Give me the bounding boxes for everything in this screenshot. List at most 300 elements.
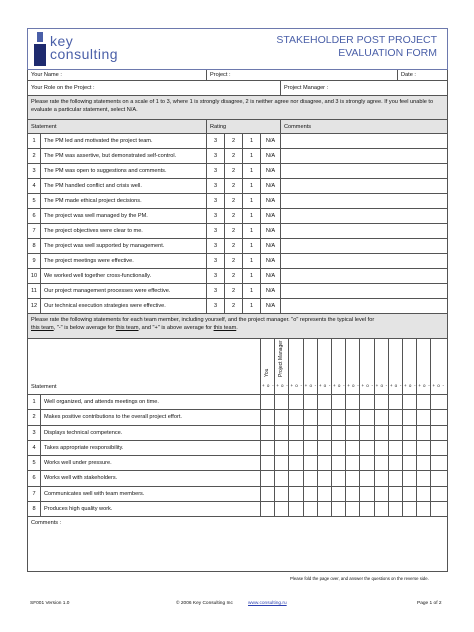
row-number: 6 xyxy=(32,213,36,219)
member-rating-cell[interactable] xyxy=(430,410,445,424)
rating-symbols xyxy=(332,383,346,391)
rating-option[interactable]: 2 xyxy=(224,284,242,298)
row-number: 8 xyxy=(32,243,36,249)
rating-option[interactable]: 3 xyxy=(206,209,224,223)
rating-option[interactable]: 2 xyxy=(224,239,242,253)
member-rating-cell[interactable] xyxy=(288,471,303,485)
rating-symbol[interactable]: + xyxy=(276,383,279,388)
member-rating-cell[interactable] xyxy=(317,456,332,470)
team-rating-row xyxy=(27,471,448,486)
member-rating-cell[interactable] xyxy=(274,410,289,424)
member-rating-cell[interactable] xyxy=(416,471,431,485)
row-number: 5 xyxy=(32,198,36,204)
rating-symbol[interactable]: - xyxy=(428,383,430,388)
member-rating-cell[interactable] xyxy=(388,456,403,470)
statement-column-header: Statement xyxy=(31,123,57,130)
rating-symbol[interactable]: o xyxy=(366,383,369,388)
row-number: 5 xyxy=(32,460,36,467)
member-rating-cell[interactable] xyxy=(303,471,318,485)
member-rating-cell[interactable] xyxy=(274,395,289,409)
member-rating-cell[interactable] xyxy=(260,395,275,409)
rating-symbol[interactable]: o xyxy=(309,383,312,388)
member-rating-cell[interactable] xyxy=(303,487,318,501)
rating-symbol[interactable]: + xyxy=(389,383,393,388)
row-number: 12 xyxy=(30,303,38,309)
member-rating-cell[interactable] xyxy=(288,487,303,501)
statement-text: The PM led and motivated the project team. xyxy=(40,134,206,148)
team-rating-row xyxy=(27,441,448,456)
rating-option[interactable]: 3 xyxy=(206,194,224,208)
footer-page-number: Page 1 of 2 xyxy=(417,601,442,606)
member-rating-cell[interactable] xyxy=(288,441,303,455)
statement-text: The project objectives were clear to me. xyxy=(40,224,206,238)
member-column xyxy=(274,339,289,394)
rating-symbol[interactable]: o xyxy=(423,383,426,388)
member-rating-cell[interactable] xyxy=(274,471,289,485)
rating-symbol[interactable]: + xyxy=(333,383,336,388)
member-rating-cell[interactable] xyxy=(416,441,431,455)
member-rating-cell[interactable] xyxy=(345,426,360,440)
member-rating-cell[interactable] xyxy=(260,456,275,470)
row-number: 3 xyxy=(32,429,36,436)
rating-row xyxy=(27,269,448,284)
comment-field[interactable] xyxy=(280,299,447,313)
your-name-field[interactable]: Your Name : xyxy=(31,72,62,78)
team-statement-text: Communicates well with team members. xyxy=(40,487,260,501)
comment-field[interactable] xyxy=(280,269,447,283)
member-rating-cell[interactable] xyxy=(430,471,445,485)
rating-symbols xyxy=(431,383,445,391)
member-rating-cell[interactable] xyxy=(331,395,346,409)
rating-option[interactable]: N/A xyxy=(260,194,280,208)
rating-option[interactable]: 2 xyxy=(224,209,242,223)
member-rating-cell[interactable] xyxy=(303,456,318,470)
statement-text: The PM was assertive, but demonstrated self-control. xyxy=(40,149,206,163)
member-rating-cell[interactable] xyxy=(374,395,389,409)
member-rating-cell[interactable] xyxy=(260,502,275,516)
section1-instructions: Please rate the following statements on a scale of 1 to 3, where 1 is strongly disagree, 2 is neither agree nor disagree, and 3 is strongly agree. If you feel unable to evaluate a particular statement, select N/A. xyxy=(27,96,448,120)
rating-row xyxy=(27,299,448,314)
member-rating-cell[interactable] xyxy=(388,426,403,440)
member-rating-cell[interactable] xyxy=(288,410,303,424)
member-rating-cell[interactable] xyxy=(274,502,289,516)
member-rating-cell[interactable] xyxy=(374,487,389,501)
member-rating-cell[interactable] xyxy=(402,487,417,501)
member-rating-cell[interactable] xyxy=(260,441,275,455)
member-rating-cell[interactable] xyxy=(260,410,275,424)
member-rating-cell[interactable] xyxy=(374,441,389,455)
rating-option[interactable]: 1 xyxy=(242,194,260,208)
member-rating-cell[interactable] xyxy=(345,410,360,424)
rating-option[interactable]: 1 xyxy=(242,164,260,178)
rating-option[interactable]: N/A xyxy=(260,269,280,283)
member-label: Project Manager xyxy=(278,340,285,377)
project-field[interactable]: Project : xyxy=(206,70,397,80)
team-statement-text: Works well under pressure. xyxy=(40,456,260,470)
rating-symbols xyxy=(389,383,403,391)
rating-option[interactable]: 2 xyxy=(224,179,242,193)
member-rating-cell[interactable] xyxy=(288,456,303,470)
member-rating-cell[interactable] xyxy=(374,471,389,485)
member-rating-cell[interactable] xyxy=(288,502,303,516)
member-rating-cell[interactable] xyxy=(416,395,431,409)
member-label: You xyxy=(264,368,270,377)
member-rating-cell[interactable] xyxy=(303,441,318,455)
member-rating-cell[interactable] xyxy=(317,487,332,501)
rating-option[interactable]: N/A xyxy=(260,299,280,313)
footer-copyright: © 2006 Key Consulting Inc xyxy=(176,601,233,606)
member-rating-cell[interactable] xyxy=(374,502,389,516)
member-rating-cell[interactable] xyxy=(430,426,445,440)
member-rating-cell[interactable] xyxy=(317,395,332,409)
comment-field[interactable] xyxy=(280,149,447,163)
rating-symbol[interactable]: - xyxy=(399,383,402,388)
rating-option[interactable]: 2 xyxy=(224,164,242,178)
rating-option[interactable]: N/A xyxy=(260,164,280,178)
rating-option[interactable]: 2 xyxy=(224,149,242,163)
rating-row xyxy=(27,149,448,164)
statement-text: Our project management processes were effective. xyxy=(40,284,206,298)
rating-option[interactable]: 3 xyxy=(206,149,224,163)
member-rating-cell[interactable] xyxy=(260,471,275,485)
rating-symbol[interactable]: - xyxy=(328,383,331,388)
member-rating-cell[interactable] xyxy=(345,456,360,470)
member-rating-cell[interactable] xyxy=(331,487,346,501)
project-manager-field[interactable]: Project Manager : xyxy=(280,81,447,95)
team-statement-text: Takes appropriate responsibility. xyxy=(40,441,260,455)
date-field[interactable]: Date : xyxy=(397,70,447,80)
rating-symbol[interactable]: - xyxy=(442,383,444,388)
member-rating-cell[interactable] xyxy=(359,487,374,501)
member-rating-cell[interactable] xyxy=(388,410,403,424)
rating-option[interactable]: 3 xyxy=(206,164,224,178)
form-title xyxy=(187,34,437,60)
team-statement-text: Makes positive contributions to the overall project effort. xyxy=(40,410,260,424)
rating-symbol[interactable]: + xyxy=(361,383,365,388)
rating-option[interactable]: N/A xyxy=(260,284,280,298)
rating-column-header: Rating xyxy=(206,120,280,133)
member-rating-cell[interactable] xyxy=(416,456,431,470)
rating-symbols xyxy=(275,383,289,391)
member-rating-cell[interactable] xyxy=(388,471,403,485)
member-rating-cell[interactable] xyxy=(388,441,403,455)
rating-symbol[interactable]: o xyxy=(295,383,298,388)
member-column xyxy=(374,339,389,394)
company-logo xyxy=(28,29,148,69)
member-rating-cell[interactable] xyxy=(317,410,332,424)
member-rating-cell[interactable] xyxy=(274,487,289,501)
row-number: 10 xyxy=(30,273,38,279)
statement-text: The PM was open to suggestions and comments. xyxy=(40,164,206,178)
member-rating-cell[interactable] xyxy=(388,502,403,516)
rating-symbols xyxy=(360,383,374,391)
rating-option[interactable]: 1 xyxy=(242,224,260,238)
statement-text: The project was well supported by management. xyxy=(40,239,206,253)
member-rating-cell[interactable] xyxy=(416,502,431,516)
member-rating-cell[interactable] xyxy=(430,502,445,516)
rating-symbol[interactable]: + xyxy=(290,383,294,388)
member-rating-cell[interactable] xyxy=(260,487,275,501)
row-number: 2 xyxy=(32,414,36,421)
rating-symbols xyxy=(261,383,275,391)
team-rating-row xyxy=(27,456,448,471)
member-rating-cell[interactable] xyxy=(374,456,389,470)
rating-symbol[interactable]: + xyxy=(418,383,421,388)
comment-field[interactable] xyxy=(280,164,447,178)
rating-row xyxy=(27,284,448,299)
member-rating-cell[interactable] xyxy=(416,410,431,424)
rating-symbols xyxy=(304,383,318,391)
role-field[interactable]: Your Role on the Project : xyxy=(31,85,95,91)
member-rating-cell[interactable] xyxy=(288,426,303,440)
comment-field[interactable] xyxy=(280,284,447,298)
rating-option[interactable]: 1 xyxy=(242,284,260,298)
member-rating-cell[interactable] xyxy=(345,471,360,485)
rating-option[interactable]: 2 xyxy=(224,254,242,268)
title-line-2: EVALUATION FORM xyxy=(338,47,437,59)
member-rating-cell[interactable] xyxy=(303,395,318,409)
member-rating-cell[interactable] xyxy=(274,441,289,455)
member-rating-cell[interactable] xyxy=(359,502,374,516)
rating-option[interactable]: 1 xyxy=(242,239,260,253)
member-column xyxy=(288,339,303,394)
logo-line-1: key xyxy=(50,33,74,49)
rating-option[interactable]: N/A xyxy=(260,224,280,238)
rating-symbol[interactable]: o xyxy=(380,383,383,388)
rating-symbol[interactable]: o xyxy=(437,383,440,388)
section2-header-row xyxy=(27,339,448,395)
member-rating-cell[interactable] xyxy=(388,487,403,501)
comment-field[interactable] xyxy=(280,239,447,253)
statement-text: The project was well managed by the PM. xyxy=(40,209,206,223)
member-rating-cell[interactable] xyxy=(430,487,445,501)
rating-symbol[interactable]: - xyxy=(343,383,345,388)
rating-option[interactable]: 1 xyxy=(242,209,260,223)
member-rating-cell[interactable] xyxy=(331,410,346,424)
rating-symbols xyxy=(417,383,431,391)
comment-field[interactable] xyxy=(280,224,447,238)
rating-option[interactable]: N/A xyxy=(260,254,280,268)
rating-symbol[interactable]: o xyxy=(266,383,270,388)
rating-option[interactable]: 2 xyxy=(224,299,242,313)
comment-field[interactable] xyxy=(280,209,447,223)
row-number: 8 xyxy=(32,505,36,512)
rating-symbol[interactable]: - xyxy=(314,383,317,388)
rating-symbol[interactable]: - xyxy=(286,383,288,388)
footer-version: SF001 Version 1.0 xyxy=(30,601,70,606)
member-rating-cell[interactable] xyxy=(402,502,417,516)
member-rating-cell[interactable] xyxy=(374,426,389,440)
member-rating-cell[interactable] xyxy=(345,502,360,516)
rating-option[interactable]: N/A xyxy=(260,209,280,223)
row-number: 7 xyxy=(32,228,36,234)
member-rating-cell[interactable] xyxy=(402,426,417,440)
rating-option[interactable]: 3 xyxy=(206,224,224,238)
member-rating-cell[interactable] xyxy=(345,441,360,455)
row-number: 2 xyxy=(32,153,36,159)
team-rating-row xyxy=(27,487,448,502)
rating-option[interactable]: 3 xyxy=(206,284,224,298)
member-rating-cell[interactable] xyxy=(359,456,374,470)
info-row-2 xyxy=(27,81,448,96)
member-column xyxy=(303,339,318,394)
rating-symbol[interactable]: o xyxy=(337,383,341,388)
member-rating-cell[interactable] xyxy=(260,426,275,440)
member-rating-cell[interactable] xyxy=(331,471,346,485)
rating-option[interactable]: 1 xyxy=(242,149,260,163)
comment-field[interactable] xyxy=(280,254,447,268)
member-rating-cell[interactable] xyxy=(402,441,417,455)
logo-mark-icon xyxy=(30,29,52,69)
member-rating-cell[interactable] xyxy=(303,426,318,440)
member-column xyxy=(430,339,445,394)
rating-row xyxy=(27,224,448,239)
member-rating-cell[interactable] xyxy=(359,471,374,485)
team-statement-header: Statement xyxy=(31,384,57,390)
rating-symbol[interactable]: + xyxy=(404,383,407,388)
info-row-1 xyxy=(27,70,448,81)
statement-text: Our technical execution strategies were effective. xyxy=(40,299,206,313)
member-rating-cell[interactable] xyxy=(345,395,360,409)
rating-option[interactable]: N/A xyxy=(260,239,280,253)
rating-option[interactable]: 2 xyxy=(224,194,242,208)
member-rating-cell[interactable] xyxy=(374,410,389,424)
rating-row xyxy=(27,164,448,179)
rating-symbol[interactable]: - xyxy=(300,383,302,388)
member-column xyxy=(331,339,346,394)
member-rating-cell[interactable] xyxy=(303,410,318,424)
row-number: 1 xyxy=(32,138,36,144)
rating-option[interactable]: N/A xyxy=(260,179,280,193)
rating-symbol[interactable]: o xyxy=(323,383,327,388)
member-rating-cell[interactable] xyxy=(317,502,332,516)
row-number: 6 xyxy=(32,475,36,482)
rating-option[interactable]: 2 xyxy=(224,134,242,148)
rating-symbol[interactable]: + xyxy=(318,383,322,388)
rating-row xyxy=(27,179,448,194)
rating-option[interactable]: 1 xyxy=(242,299,260,313)
rating-symbols xyxy=(318,383,332,391)
title-line-1: STAKEHOLDER POST PROJECT xyxy=(276,34,437,46)
comments-box[interactable] xyxy=(27,517,448,572)
rating-option[interactable]: 3 xyxy=(206,179,224,193)
member-rating-cell[interactable] xyxy=(359,410,374,424)
member-rating-cell[interactable] xyxy=(317,471,332,485)
rating-symbol[interactable]: + xyxy=(262,383,265,388)
row-number: 4 xyxy=(32,183,36,189)
comment-field[interactable] xyxy=(280,179,447,193)
statement-text: The PM handled conflict and crisis well. xyxy=(40,179,206,193)
rating-symbol[interactable]: + xyxy=(304,383,308,388)
rating-symbol[interactable]: + xyxy=(375,383,379,388)
member-rating-cell[interactable] xyxy=(402,471,417,485)
rating-symbol[interactable]: - xyxy=(357,383,359,388)
statement-text: We worked well together cross-functionally. xyxy=(40,269,206,283)
rating-row xyxy=(27,194,448,209)
member-rating-cell[interactable] xyxy=(388,395,403,409)
rating-symbol[interactable]: + xyxy=(347,383,350,388)
rating-symbol[interactable]: o xyxy=(394,383,398,388)
member-rating-cell[interactable] xyxy=(416,426,431,440)
rating-option[interactable]: 2 xyxy=(224,224,242,238)
rating-option[interactable]: 1 xyxy=(242,134,260,148)
comment-field[interactable] xyxy=(280,194,447,208)
rating-symbols xyxy=(403,383,417,391)
member-rating-cell[interactable] xyxy=(274,426,289,440)
member-rating-cell[interactable] xyxy=(430,395,445,409)
row-number: 3 xyxy=(32,168,36,174)
rating-symbol[interactable]: - xyxy=(371,383,373,388)
member-rating-cell[interactable] xyxy=(288,395,303,409)
row-number: 11 xyxy=(31,288,37,294)
member-rating-cell[interactable] xyxy=(359,395,374,409)
member-rating-cell[interactable] xyxy=(402,410,417,424)
team-rating-row xyxy=(27,502,448,517)
footnote: Please fold the page over, and answer the questions on the reverse side. xyxy=(290,576,429,581)
member-rating-cell[interactable] xyxy=(402,456,417,470)
member-rating-cell[interactable] xyxy=(416,487,431,501)
member-rating-cell[interactable] xyxy=(331,426,346,440)
rating-symbol[interactable]: o xyxy=(352,383,355,388)
rating-symbol[interactable]: - xyxy=(272,383,274,388)
rating-option[interactable]: 1 xyxy=(242,179,260,193)
member-rating-cell[interactable] xyxy=(317,441,332,455)
rating-option[interactable]: 3 xyxy=(206,299,224,313)
rating-symbol[interactable]: o xyxy=(408,383,412,388)
rating-option[interactable]: 2 xyxy=(224,269,242,283)
rating-option[interactable]: 3 xyxy=(206,239,224,253)
member-rating-cell[interactable] xyxy=(402,395,417,409)
member-rating-cell[interactable] xyxy=(274,456,289,470)
rating-option[interactable]: 3 xyxy=(206,269,224,283)
rating-symbol[interactable]: o xyxy=(281,383,284,388)
rating-option[interactable]: N/A xyxy=(260,149,280,163)
member-rating-cell[interactable] xyxy=(359,426,374,440)
rating-symbol[interactable]: - xyxy=(414,383,416,388)
row-number: 7 xyxy=(32,490,36,497)
member-rating-cell[interactable] xyxy=(331,456,346,470)
rating-symbol[interactable]: - xyxy=(385,383,388,388)
team-rating-row xyxy=(27,410,448,425)
comments-label: Comments : xyxy=(31,520,62,526)
member-column xyxy=(345,339,360,394)
member-column xyxy=(388,339,403,394)
team-rating-row xyxy=(27,426,448,441)
member-rating-cell[interactable] xyxy=(359,441,374,455)
member-rating-cell[interactable] xyxy=(317,426,332,440)
member-rating-cell[interactable] xyxy=(331,441,346,455)
member-rating-cell[interactable] xyxy=(430,456,445,470)
member-rating-cell[interactable] xyxy=(430,441,445,455)
row-number: 4 xyxy=(32,444,36,451)
rating-symbol[interactable]: + xyxy=(432,383,436,388)
rating-row xyxy=(27,239,448,254)
section1-header-row xyxy=(27,120,448,134)
footer-link[interactable]: www.consulting.ru xyxy=(248,601,287,606)
rating-option[interactable]: N/A xyxy=(260,134,280,148)
member-rating-cell[interactable] xyxy=(345,487,360,501)
rating-option[interactable]: 1 xyxy=(242,254,260,268)
rating-option[interactable]: 1 xyxy=(242,269,260,283)
team-statement-text: Works well with stakeholders. xyxy=(40,471,260,485)
rating-symbols xyxy=(375,383,389,391)
member-rating-cell[interactable] xyxy=(303,502,318,516)
rating-row xyxy=(27,134,448,149)
member-rating-cell[interactable] xyxy=(331,502,346,516)
rating-option[interactable]: 3 xyxy=(206,254,224,268)
rating-option[interactable]: 3 xyxy=(206,134,224,148)
comment-field[interactable] xyxy=(280,134,447,148)
